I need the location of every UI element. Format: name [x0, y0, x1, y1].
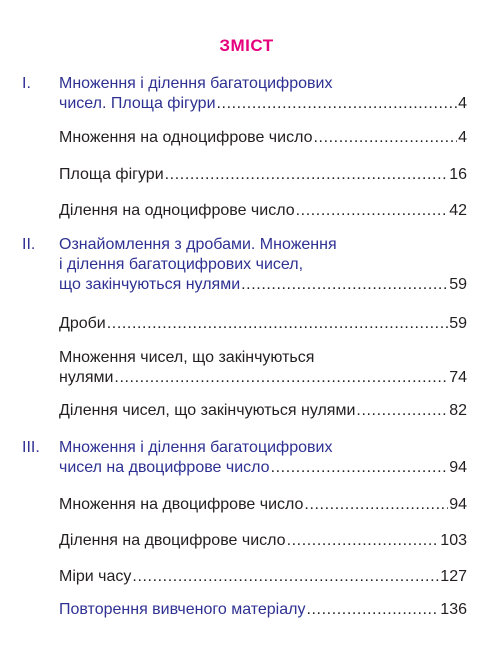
dot-leader [107, 314, 448, 334]
page-number: 94 [449, 496, 467, 513]
toc-item-label: Множення чисел, що закінчуються [59, 349, 315, 366]
toc-section-3[interactable] [0, 438, 493, 478]
toc-item-label: Ділення чисел, що закінчуються нулями [59, 402, 356, 419]
toc-item-label: Ділення на одноцифрове число [59, 202, 295, 219]
page-number: 42 [449, 202, 467, 219]
dot-leader [356, 401, 448, 421]
section-number: II. [22, 236, 36, 253]
page-number: 59 [449, 276, 467, 293]
toc-item-label: Повторення вивченого матеріалу [59, 601, 306, 618]
toc-item-label: Множення на двоцифрове число [59, 496, 304, 513]
dot-leader [217, 94, 458, 114]
page-number: 16 [449, 166, 467, 183]
toc-item-label: Множення на одноцифрове число [59, 129, 313, 146]
section-number: I. [22, 75, 31, 92]
dot-leader [132, 567, 439, 587]
dot-leader [165, 165, 449, 185]
toc-section-2[interactable] [0, 235, 493, 295]
page-number: 136 [440, 601, 467, 618]
toc-item-label: Міри часу [59, 568, 132, 585]
toc-section-1[interactable] [0, 74, 493, 114]
dot-leader [287, 531, 440, 551]
dot-leader [114, 368, 448, 388]
dot-leader [306, 600, 439, 620]
section-title-line: Ознайомлення з дробами. Множення [59, 236, 337, 253]
toc-item-label: Ділення на двоцифрове число [59, 532, 286, 549]
page-number: 94 [449, 459, 467, 476]
section-title-line: що закінчуються нулями [59, 276, 241, 293]
page-number: 74 [449, 369, 467, 386]
toc-item-label: Дроби [59, 315, 106, 332]
dot-leader [241, 275, 448, 295]
dot-leader [271, 458, 449, 478]
page-title: ЗМІСТ [219, 36, 274, 55]
dot-leader [296, 201, 449, 221]
section-title-line: Множення і ділення багатоцифрових [59, 439, 333, 456]
page-number: 82 [449, 402, 467, 419]
section-title-line: і ділення багатоцифрових чисел, [59, 256, 304, 273]
page-number: 59 [449, 315, 467, 332]
toc-item-label: Площа фігури [59, 166, 164, 183]
section-title-line: чисел на двоцифрове число [59, 459, 270, 476]
toc-item-label: нулями [59, 369, 114, 386]
dot-leader [304, 495, 448, 515]
page-number: 127 [440, 568, 467, 585]
page-number: 4 [458, 129, 467, 146]
section-title-line: Множення і ділення багатоцифрових [59, 75, 333, 92]
section-title-line: чисел. Площа фігури [59, 95, 216, 112]
dot-leader [313, 128, 457, 148]
section-number: III. [22, 439, 40, 456]
page-number: 103 [440, 532, 467, 549]
page-number: 4 [458, 95, 467, 112]
